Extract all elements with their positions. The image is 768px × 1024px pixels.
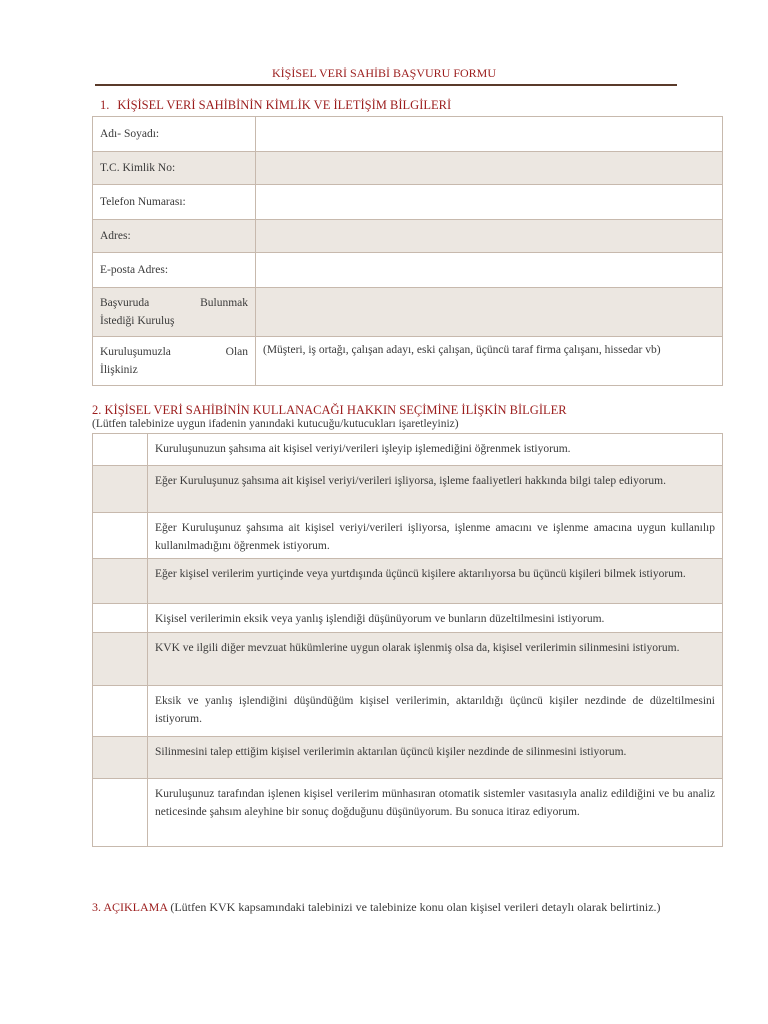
right-option-3: Eğer Kuruluşunuz şahsıma ait kişisel veriyi/verileri işliyorsa, işlenme amacını ve işlenme amacına uygun kullanılıp kullanılmadığını öğrenmek istiyorum. [148,513,723,559]
identity-table [92,116,723,386]
label-organization [93,288,256,337]
right-option-8: Silinmesini talep ettiğim kişisel verilerimin aktarılan üçüncü kişiler nezdinde de silinmesini istiyorum. [148,737,723,779]
label-name-surname: Adı- Soyadı: [93,117,256,152]
right-option-5: Kişisel verilerimin eksik veya yanlış işlendiği düşünüyorum ve bunların düzeltilmesini istiyorum. [148,604,723,633]
title-underline [95,84,677,86]
section1-heading [100,98,451,113]
checkbox-right-7[interactable] [93,686,148,737]
label-organization-line2: İstediği Kuruluş [100,315,175,327]
section2-heading: 2. KİŞİSEL VERİ SAHİBİNİN KULLANACAĞI HAKKIN SEÇİMİNE İLİŞKİN BİLGİLER [92,403,567,417]
input-phone[interactable] [256,185,723,220]
right-option-9: Kuruluşunuz tarafından işlenen kişisel verilerim münhasıran otomatik sistemler vasıtasıyla analiz edildiğini ve bu analiz neticesinde şahsım aleyhine bir sonuç doğduğunu düşünüyorum. Bu sonuca itiraz ediyorum. [148,779,723,847]
right-option-2: Eğer Kuruluşunuz şahsıma ait kişisel veriyi/verileri işliyorsa, işleme faaliyetleri hakkında bilgi talep ediyorum. [148,466,723,513]
label-relationship-line2: İlişkiniz [100,364,138,376]
input-tc-id[interactable] [256,152,723,185]
relationship-hint: (Müşteri, iş ortağı, çalışan adayı, eski çalışan, üçüncü taraf firma çalışanı, hissedar vb) [263,344,661,356]
page-title: KİŞİSEL VERİ SAHİBİ BAŞVURU FORMU [271,66,497,80]
label-phone: Telefon Numarası: [93,185,256,220]
section1-title: KİŞİSEL VERİ SAHİBİNİN KİMLİK VE İLETİŞİM BİLGİLERİ [117,98,452,112]
checkbox-right-2[interactable] [93,466,148,513]
right-option-1: Kuruluşunuzun şahsıma ait kişisel veriyi/verileri işleyip işlemediğini öğrenmek istiyorum. [148,434,723,466]
input-relationship[interactable] [256,337,723,386]
label-relationship-line1: Kuruluşumuzla Olan [100,346,248,358]
label-email: E-posta Adres: [93,253,256,288]
checkbox-right-6[interactable] [93,633,148,686]
input-address[interactable] [256,220,723,253]
label-relationship [93,337,256,386]
section1-number: 1. [100,98,110,112]
section3-explanation [92,899,704,915]
section2-note: (Lütfen talebinize uygun ifadenin yanındaki kutucuğu/kutucukları işaretleyiniz) [92,418,459,430]
input-email[interactable] [256,253,723,288]
section3-text: (Lütfen KVK kapsamındaki talebinizi ve talebinize konu olan kişisel verileri detaylı olarak belirtiniz.) [170,900,661,914]
checkbox-right-4[interactable] [93,559,148,604]
right-option-7: Eksik ve yanlış işlendiğini düşündüğüm kişisel verilerimin, aktarıldığı üçüncü kişiler nezdinde de düzeltilmesini istiyorum. [148,686,723,737]
label-organization-line1: Başvuruda Bulunmak [100,297,248,309]
checkbox-right-8[interactable] [93,737,148,779]
checkbox-right-5[interactable] [93,604,148,633]
rights-table [92,433,723,847]
label-address: Adres: [93,220,256,253]
input-name-surname[interactable] [256,117,723,152]
section3-heading: 3. AÇIKLAMA [92,900,168,914]
right-option-4: Eğer kişisel verilerim yurtiçinde veya yurtdışında üçüncü kişilere aktarılıyorsa bu üçüncü kişileri bilmek istiyorum. [148,559,723,604]
label-tc-id: T.C. Kimlik No: [93,152,256,185]
checkbox-right-1[interactable] [93,434,148,466]
checkbox-right-3[interactable] [93,513,148,559]
right-option-6: KVK ve ilgili diğer mevzuat hükümlerine uygun olarak işlenmiş olsa da, kişisel verilerimin silinmesini istiyorum. [148,633,723,686]
checkbox-right-9[interactable] [93,779,148,847]
input-organization[interactable] [256,288,723,337]
